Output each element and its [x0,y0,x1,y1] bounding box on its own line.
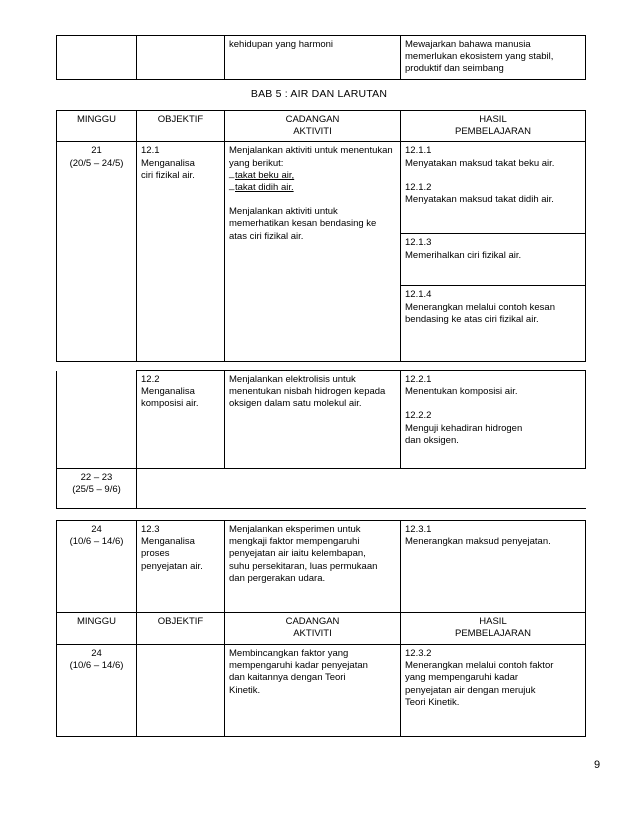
header-row-2 [57,613,586,645]
week24b-obj [137,645,225,737]
header-minggu-2: MINGGU [57,613,137,645]
week24b-minggu: 24 (10/6 – 14/6) [57,645,137,737]
week21-act2: Menjalankan elektrolisis untuk menentukan nisbah hidrogen kepada oksigen dalam satu molekul air. [225,371,401,469]
page-number: 9 [594,759,601,771]
week22-minggu: 22 – 23 (25/5 – 9/6) [57,469,137,509]
week24a-minggu: 24 (10/6 – 14/6) [57,521,137,613]
header-hasil: HASIL PEMBELAJARAN [401,111,586,142]
header-cadangan-2: CADANGAN AKTIVITI [225,613,401,645]
outcome-12-1-3: 12.1.3 Memerihalkan ciri fizikal air. [401,234,586,286]
week21-obj2: 12.2 Menganalisa komposisi air. [137,371,225,469]
outcome-12-2: 12.2.1 Menentukan komposisi air. 12.2.2 Menguji kehadiran hidrogen dan oksigen. [401,371,586,469]
header-objektif: OBJEKTIF [137,111,225,142]
chapter-title: BAB 5 : AIR DAN LARUTAN [250,88,388,100]
week24b-act: Membincangkan faktor yang mempengaruhi kadar penyejatan dan kaitannya dengan Teori Kinetik. [225,645,401,737]
outcome-12-1-4: 12.1.4 Menerangkan melalui contoh kesan bendasing ke atas ciri fizikal air. [401,286,586,362]
act1-list-item: _ takat didih air. [229,182,396,194]
header-row [57,111,586,142]
cont-minggu-cell [57,36,137,80]
week22-empty [137,469,586,509]
week24b-outcome: 12.3.2 Menerangkan melalui contoh faktor yang mempengaruhi kadar penyejatan air dengan merujuk Teori Kinetik. [401,645,586,737]
schedule-table-1 [56,110,586,362]
cont-objektif-cell [137,36,225,80]
week21-act1: Menjalankan aktiviti untuk menentukan yang berikut: _ takat beku air, _ takat didih air. Menjalankan aktiviti untuk memerhatikan kesan bendasing ke atas ciri fizikal air. [225,142,401,362]
continuation-table [56,35,586,80]
week24a-act: Menjalankan eksperimen untuk mengkaji faktor mempengaruhi penyejatan air iaitu kelembapan, suhu persekitaran, luas permukaan dan pergerakan udara. [225,521,401,613]
cont-outcome-cell: Mewajarkan bahawa manusia memerlukan ekosistem yang stabil, produktif dan seimbang [401,36,586,80]
week21-minggu: 21 (20/5 – 24/5) [57,142,137,362]
outcome-12-1-1-2: 12.1.1 Menyatakan maksud takat beku air. 12.1.2 Menyatakan maksud takat didih air. [401,142,586,234]
week24a-obj: 12.3 Menganalisa proses penyejatan air. [137,521,225,613]
schedule-table-1b [56,370,586,737]
week21-minggu-cont [57,371,137,469]
act1-list-item: _ takat beku air, [229,170,396,182]
header-objektif-2: OBJEKTIF [137,613,225,645]
cont-activity-cell: kehidupan yang harmoni [225,36,401,80]
header-cadangan: CADANGAN AKTIVITI [225,111,401,142]
header-hasil-2: HASIL PEMBELAJARAN [401,613,586,645]
week24a-outcome: 12.3.1 Menerangkan maksud penyejatan. [401,521,586,613]
header-minggu: MINGGU [57,111,137,142]
spacer-row [57,509,586,521]
week21-obj1: 12.1 Menganalisa ciri fizikal air. [137,142,225,362]
